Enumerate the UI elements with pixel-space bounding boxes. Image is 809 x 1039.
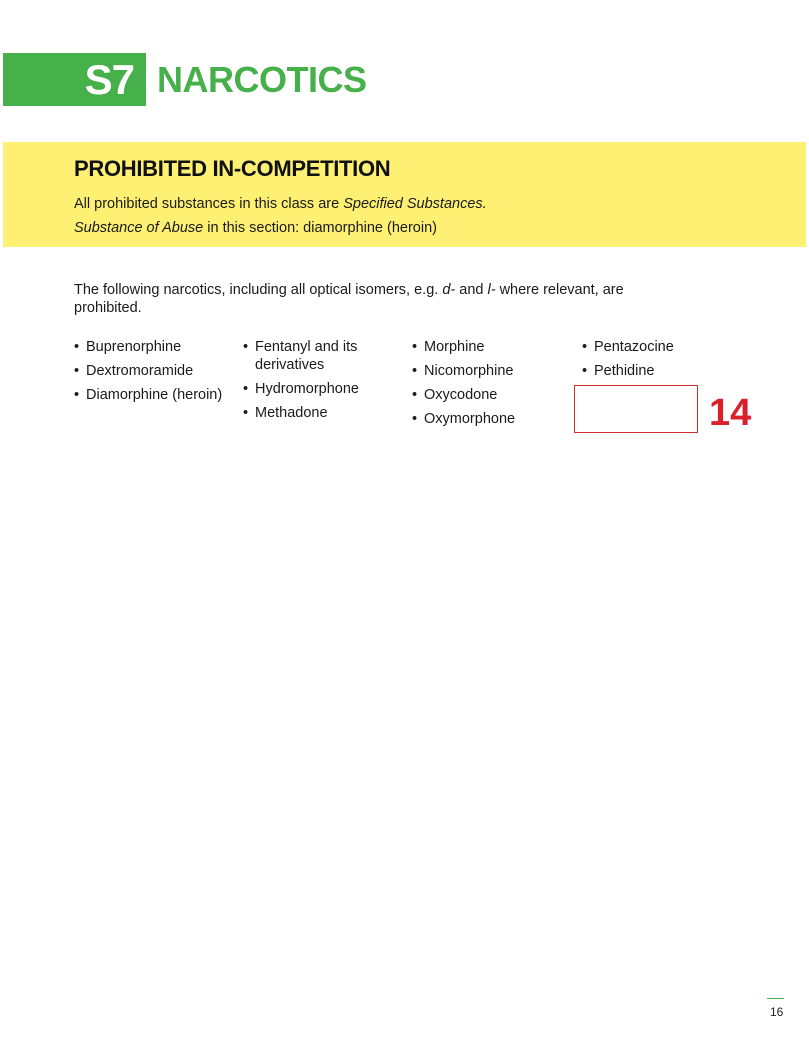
banner-line-2	[74, 216, 806, 240]
banner-heading: PROHIBITED IN-COMPETITION	[74, 156, 391, 181]
substance-column-2	[243, 338, 412, 434]
substance-column-1	[74, 338, 243, 434]
isomer-l: l-	[487, 282, 496, 298]
banner-line-1	[74, 192, 806, 216]
section-header	[3, 53, 367, 106]
intro-and: and	[455, 282, 488, 298]
list-item: • Diamorphine (heroin)	[74, 386, 243, 404]
section-code: S7	[3, 53, 146, 106]
intro-part-2: where relevant, are prohibited.	[74, 282, 624, 316]
page-number: 16	[770, 1005, 784, 1019]
list-item: • Methadone	[243, 404, 412, 422]
list-item: • Morphine	[412, 338, 582, 356]
list-item: • Buprenorphine	[74, 338, 243, 356]
list-item: • Nicomorphine	[412, 362, 582, 380]
list-item: • Fentanyl and its derivatives	[243, 338, 412, 374]
status-banner	[3, 142, 806, 247]
footer-divider	[767, 998, 784, 999]
substance-column-3	[412, 338, 582, 434]
annotation-number: 14	[709, 392, 752, 434]
list-item: • Pethidine	[582, 362, 722, 380]
list-item: • Pentazocine	[582, 338, 722, 356]
substance-of-abuse-term: Substance of Abuse	[74, 220, 204, 236]
annotation-box	[574, 385, 698, 433]
list-item: • Dextromoramide	[74, 362, 243, 380]
intro-part-1: The following narcotics, including all optical isomers, e.g.	[74, 282, 443, 298]
intro-paragraph	[74, 281, 684, 317]
section-title: NARCOTICS	[157, 58, 367, 100]
specified-substances-term: Specified Substances.	[343, 196, 487, 212]
isomer-d: d-	[442, 282, 456, 298]
banner-line-2-text: in this section: diamorphine (heroin)	[203, 220, 437, 236]
banner-line-1-text: All prohibited substances in this class are	[74, 196, 344, 212]
list-item: • Oxymorphone	[412, 410, 582, 428]
list-item: • Oxycodone	[412, 386, 582, 404]
list-item: • Hydromorphone	[243, 380, 412, 398]
